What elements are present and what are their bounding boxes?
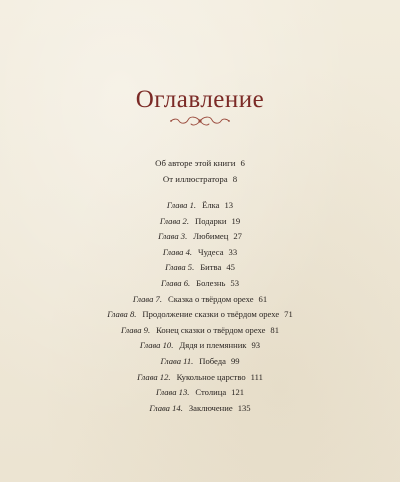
toc-entry-from-illustrator[interactable] (0, 172, 400, 188)
toc-entry-chapter-1[interactable] (0, 198, 400, 214)
toc-entry-chapter-2[interactable] (0, 214, 400, 230)
entry-title: Чудеса (198, 246, 224, 257)
entry-title: Об авторе этой книги (155, 158, 236, 168)
table-of-contents (0, 156, 400, 416)
chapter-label: Глава 14. (149, 402, 183, 413)
chapter-label: Глава 12. (137, 371, 171, 382)
entry-page: 71 (284, 309, 293, 320)
chapter-label: Глава 5. (165, 262, 195, 273)
entry-title: От иллюстратора (162, 173, 228, 184)
toc-entry-chapter-4[interactable] (0, 245, 400, 261)
chapter-label: Глава 4. (162, 246, 193, 257)
chapter-label: Глава 1. (166, 200, 197, 210)
chapter-label: Глава 7. (132, 293, 162, 304)
entry-page: 135 (237, 402, 251, 413)
entry-title: Дядя и племянник (179, 340, 247, 351)
entry-page: 61 (258, 293, 268, 304)
entry-page: 13 (224, 200, 234, 210)
entry-page: 27 (233, 231, 242, 242)
chapter-label: Глава 8. (107, 309, 137, 320)
toc-entry-chapter-7[interactable] (0, 292, 400, 308)
entry-page: 8 (232, 173, 238, 184)
spacer (0, 187, 400, 198)
entry-page: 81 (270, 324, 280, 335)
entry-title: Заключение (188, 402, 233, 413)
entry-page: 19 (231, 215, 241, 226)
chapter-label: Глава 10. (139, 340, 174, 351)
toc-entry-about-author[interactable] (0, 156, 400, 172)
toc-entry-chapter-13[interactable] (0, 385, 400, 401)
entry-page: 6 (240, 158, 245, 168)
toc-entry-chapter-9[interactable] (0, 323, 400, 339)
entry-page: 93 (251, 340, 261, 351)
toc-entry-chapter-12[interactable] (0, 370, 400, 386)
entry-title: Продолжение сказки о твёрдом орехе (142, 309, 280, 320)
toc-entry-chapter-11[interactable] (0, 354, 400, 370)
chapter-label: Глава 9. (120, 324, 151, 335)
entry-title: Столица (195, 387, 227, 398)
chapter-label: Глава 13. (155, 387, 190, 398)
toc-entry-chapter-8[interactable] (0, 307, 400, 323)
toc-entry-chapter-14[interactable] (0, 401, 400, 417)
entry-title: Болезнь (196, 277, 226, 288)
entry-title: Победа (199, 355, 226, 366)
entry-page: 33 (228, 246, 238, 257)
toc-entry-chapter-6[interactable] (0, 276, 400, 292)
entry-title: Подарки (195, 215, 227, 226)
entry-page: 53 (230, 277, 239, 288)
entry-page: 121 (231, 387, 245, 398)
chapter-label: Глава 11. (160, 355, 194, 366)
toc-entry-chapter-3[interactable] (0, 229, 400, 245)
flourish-ornament-icon (168, 114, 232, 128)
page-title: Оглавление (135, 86, 265, 113)
chapter-label: Глава 2. (159, 215, 190, 226)
entry-page: 111 (250, 371, 263, 382)
entry-title: Любимец (193, 231, 229, 242)
chapter-label: Глава 6. (161, 277, 191, 288)
entry-page: 99 (230, 355, 240, 366)
entry-title: Битва (200, 262, 222, 273)
entry-title: Кукольное царство (176, 371, 246, 382)
entry-title: Ёлка (202, 200, 220, 210)
entry-title: Конец сказки о твёрдом орехе (156, 324, 266, 335)
chapter-label: Глава 3. (158, 231, 188, 242)
entry-title: Сказка о твёрдом орехе (168, 293, 254, 304)
entry-page: 45 (226, 262, 235, 273)
toc-entry-chapter-10[interactable] (0, 338, 400, 354)
toc-entry-chapter-5[interactable] (0, 260, 400, 276)
